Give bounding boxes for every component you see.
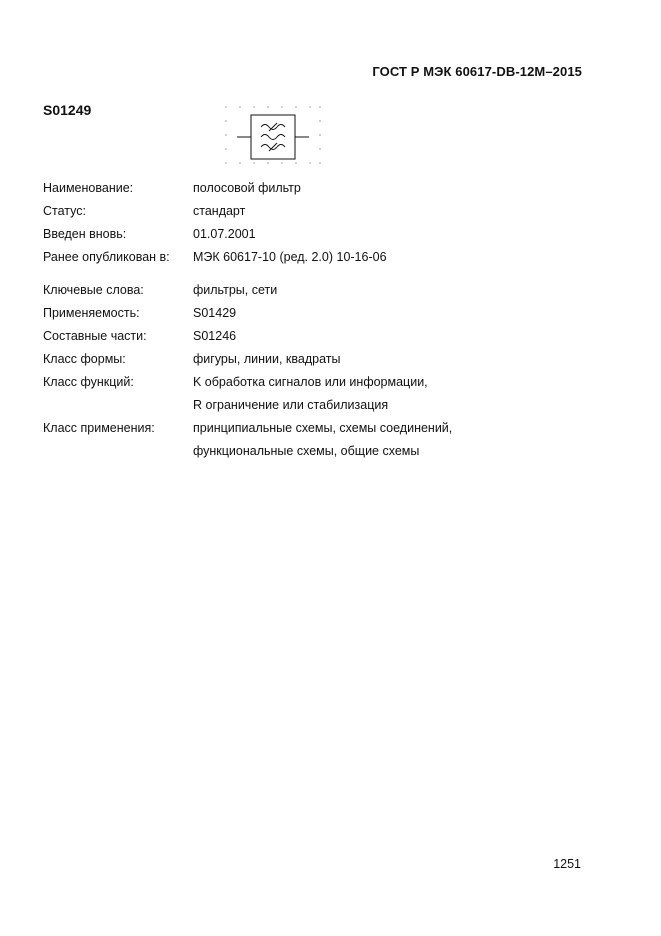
property-row-keywords [43,282,603,305]
property-label: Класс применения: [43,421,155,435]
property-row-applicability [43,305,603,328]
property-value: МЭК 60617-10 (ред. 2.0) 10-16-06 [193,250,387,264]
property-label: Составные части: [43,329,147,343]
property-value: S01246 [193,329,237,343]
property-label: Наименование: [43,181,134,195]
property-row-application-class-cont [43,443,603,466]
property-label: Введен вновь: [43,227,127,241]
property-label: Класс функций: [43,375,134,389]
property-row-application-class [43,420,603,443]
property-label: Статус: [43,204,86,218]
property-label: Класс формы: [43,352,126,366]
symbol-id: S01249 [43,102,92,118]
property-value: фигуры, линии, квадраты [193,352,341,366]
property-row-components [43,328,603,351]
property-value: принципиальные схемы, схемы соединений, [193,421,453,435]
property-label: Применяемость: [43,306,140,320]
property-value: K обработка сигналов или информации, [193,375,428,389]
band-pass-filter-icon [220,101,330,171]
property-value: полосовой фильтр [193,181,301,195]
property-row-introduced [43,226,603,249]
page-number: 1251 [553,857,581,871]
symbol-properties [43,180,603,466]
property-row-name [43,180,603,203]
property-value: S01429 [193,306,237,320]
property-value: R ограничение или стабилизация [193,398,389,412]
property-value: фильтры, сети [193,283,278,297]
document-standard-header: ГОСТ Р МЭК 60617-DB-12M–2015 [372,64,582,79]
property-value: стандарт [193,204,246,218]
property-label: Ранее опубликован в: [43,250,170,264]
property-value: 01.07.2001 [193,227,256,241]
property-row-function-class-cont [43,397,603,420]
property-row-function-class [43,374,603,397]
property-row-previously-published [43,249,603,272]
property-label: Ключевые слова: [43,283,144,297]
property-row-shape-class [43,351,603,374]
property-row-status [43,203,603,226]
property-value: функциональные схемы, общие схемы [193,444,420,458]
